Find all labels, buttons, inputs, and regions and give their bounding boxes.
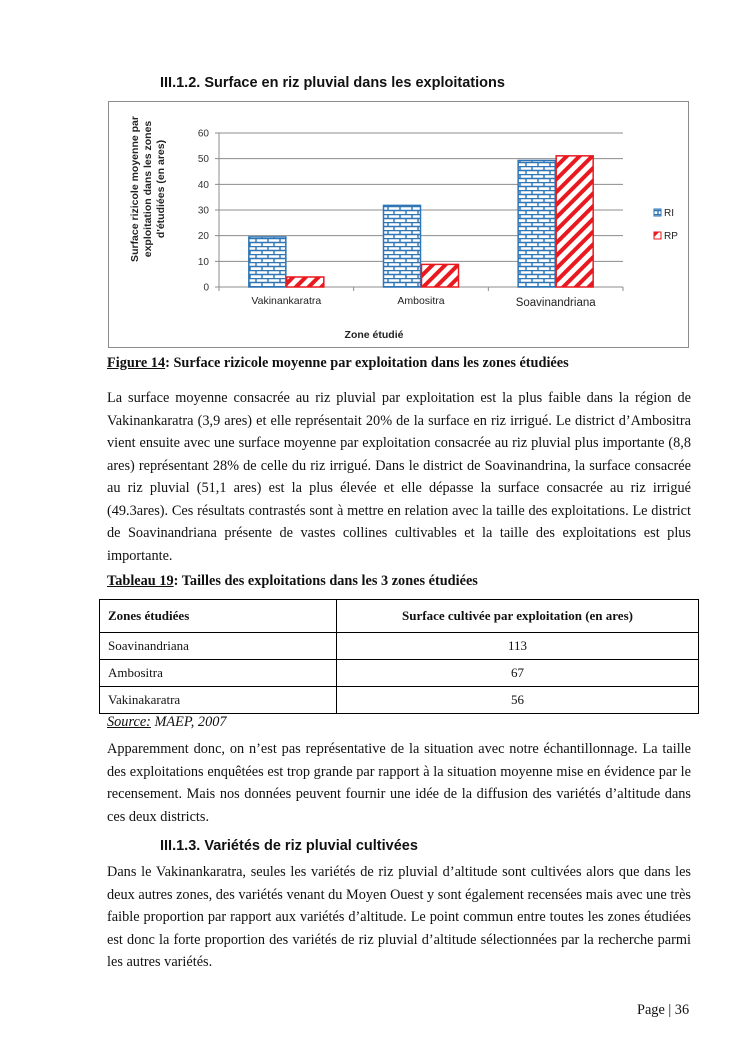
y-tick-label: 60 xyxy=(197,128,209,140)
svg-text:Surface rizicole moyenne par: Surface rizicole moyenne par xyxy=(129,116,141,262)
section-heading-1: III.1.2. Surface en riz pluvial dans les exploitations xyxy=(160,75,505,91)
page-number: Page | 36 xyxy=(637,1002,690,1018)
zone-cell: Ambositra xyxy=(100,660,337,687)
table-row xyxy=(100,633,699,660)
table-caption: Tableau 19: Tailles des exploitations dans les 3 zones étudiées xyxy=(107,573,478,589)
x-tick-label: Vakinankaratra xyxy=(251,295,322,307)
table-header-row xyxy=(100,600,699,633)
column-header: Zones étudiées xyxy=(100,600,337,633)
section-heading-2: III.1.3. Variétés de riz pluvial cultivées xyxy=(160,838,418,854)
x-axis-labels xyxy=(251,295,596,309)
paragraph-3: Dans le Vakinankaratra, seules les variétés de riz pluvial d’altitude sont cultivées alors que dans les deux autres zones, des variétés venant du Moyen Ouest y sont également recensées mais avec une très faible proportion par rapport aux variétés d’altitude. Le point commun entre toutes les zones étudiées est donc la forte proportion des variétés de riz pluvial d’altitude sélectionnées par la recherche parmi les autres variétés. xyxy=(107,864,691,970)
table-row xyxy=(100,660,699,687)
bar-ri xyxy=(249,237,286,287)
value-cell: 67 xyxy=(337,660,699,687)
svg-text:exploitation dans les zones: exploitation dans les zones xyxy=(142,120,154,258)
bar-ri xyxy=(518,160,555,287)
legend-ri-swatch xyxy=(654,209,661,216)
value-cell: 113 xyxy=(337,633,699,660)
paragraph-1: La surface moyenne consacrée au riz pluvial par exploitation est la plus faible dans la région de Vakinankaratra (3,9 ares) et elle représentait 20% de la surface en riz irrigué. Le district d’Ambositra vient ensuite avec une surface moyenne par exploitation consacrée au riz pluvial plus importante (8,8 ares) représentant 28% de celle du riz irrigué. Dans le district de Soavinandrina, la surface consacrée au riz pluvial (51,1 ares) est la plus élevée et elle dépasse la surface consacrée au riz irrigué (49.3ares). Ces résultats contrastés sont à mettre en relation avec la taille des exploitations. Le district de Soavinandriana présente de vastes collines cultivables et la taille des exploitations est plus importante. xyxy=(107,390,691,564)
bar-rp xyxy=(287,277,324,287)
legend xyxy=(654,208,678,242)
zone-cell: Vakinakaratra xyxy=(100,687,337,714)
figure-caption: Figure 14: Surface rizicole moyenne par exploitation dans les zones étudiées xyxy=(107,355,569,371)
bar-ri xyxy=(384,205,421,287)
y-axis-ticks xyxy=(198,129,210,294)
zone-cell: Soavinandriana xyxy=(100,633,337,660)
y-tick-label: 0 xyxy=(203,282,209,294)
column-header: Surface cultivée par exploitation (en ares) xyxy=(337,600,699,633)
y-axis-label xyxy=(129,116,167,262)
value-cell: 56 xyxy=(337,687,699,714)
bar-rp xyxy=(556,156,593,287)
y-tick-label: 10 xyxy=(197,256,209,268)
bar-rp xyxy=(422,264,459,287)
paragraph-2: Apparemment donc, on n’est pas représentative de la situation avec notre échantillonnage. La taille des exploitations enquêtées est trop grande par rapport à la situation moyenne mise en évidence par le recensement. Mais nos données peuvent fournir une idée de la diffusion des variétés d’altitude dans ces deux districts. xyxy=(107,741,691,825)
table-row xyxy=(100,687,699,714)
legend-rp-label: RP xyxy=(664,231,678,242)
table-source: Source: MAEP, 2007 xyxy=(107,714,227,730)
svg-text:d'étudiées (en ares): d'étudiées (en ares) xyxy=(155,139,167,239)
y-tick-label: 40 xyxy=(197,179,209,191)
y-tick-label: 30 xyxy=(197,205,209,217)
x-tick-label: Soavinandriana xyxy=(515,297,596,309)
y-tick-label: 20 xyxy=(197,231,209,243)
x-axis-label: Zone étudié xyxy=(344,329,404,341)
x-tick-label: Ambositra xyxy=(397,295,445,307)
legend-rp-swatch xyxy=(654,232,661,239)
bar-chart xyxy=(108,101,689,348)
exploitation-size-table xyxy=(99,599,699,714)
legend-ri-label: RI xyxy=(664,208,674,219)
bars xyxy=(249,156,593,287)
y-tick-label: 50 xyxy=(197,154,209,166)
chart-canvas xyxy=(109,102,688,347)
